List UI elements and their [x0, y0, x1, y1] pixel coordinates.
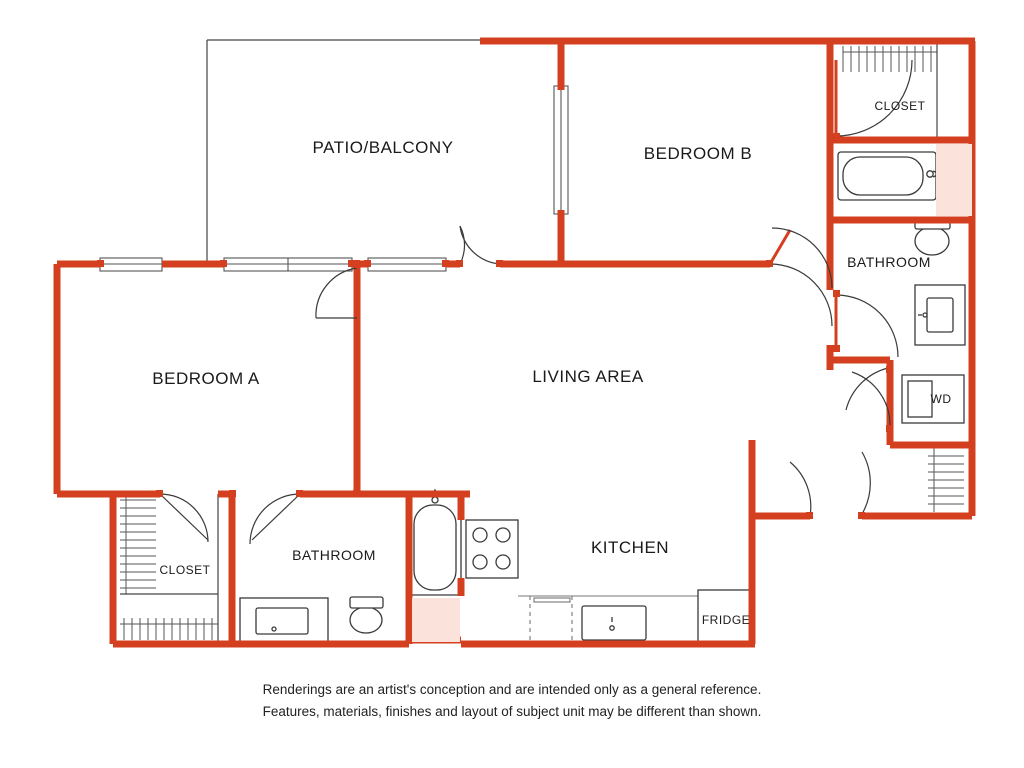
kitchen-sink	[582, 606, 646, 640]
closet-b-hatch	[843, 46, 937, 72]
bathtub-b	[838, 152, 940, 200]
room-label-kitchen: KITCHEN	[590, 538, 670, 557]
window-symbols	[100, 86, 568, 271]
bathtub-a	[409, 490, 461, 595]
disclaimer-line-1: Renderings are an artist's conception and are intended only as a general reference.	[262, 682, 762, 697]
vanity-b	[915, 285, 965, 345]
room-label-washer-dryer: WD	[930, 392, 952, 406]
room-label-bedroom-a: BEDROOM A	[152, 369, 260, 388]
door-swings	[160, 60, 912, 544]
room-label-fridge: FRIDGE	[701, 613, 751, 627]
dishwasher	[534, 598, 570, 602]
vanity-a	[240, 598, 328, 642]
toilet-a	[350, 597, 383, 633]
room-label-bathroom-a: BATHROOM	[292, 547, 376, 563]
closet-lower-right-hatch	[928, 444, 964, 512]
room-label-bedroom-b: BEDROOM B	[643, 144, 753, 163]
room-label-living-area: LIVING AREA	[532, 367, 644, 386]
toilet-b	[915, 218, 950, 255]
disclaimer-line-2: Features, materials, finishes and layout of subject unit may be different than shown.	[262, 704, 762, 719]
stove-range	[466, 520, 518, 578]
room-label-closet-b: CLOSET	[874, 99, 926, 113]
room-label-bathroom-b: BATHROOM	[847, 254, 931, 270]
room-label-patio-balcony: PATIO/BALCONY	[312, 138, 454, 157]
room-label-closet-a: CLOSET	[159, 563, 211, 577]
door-jambs	[97, 133, 893, 519]
